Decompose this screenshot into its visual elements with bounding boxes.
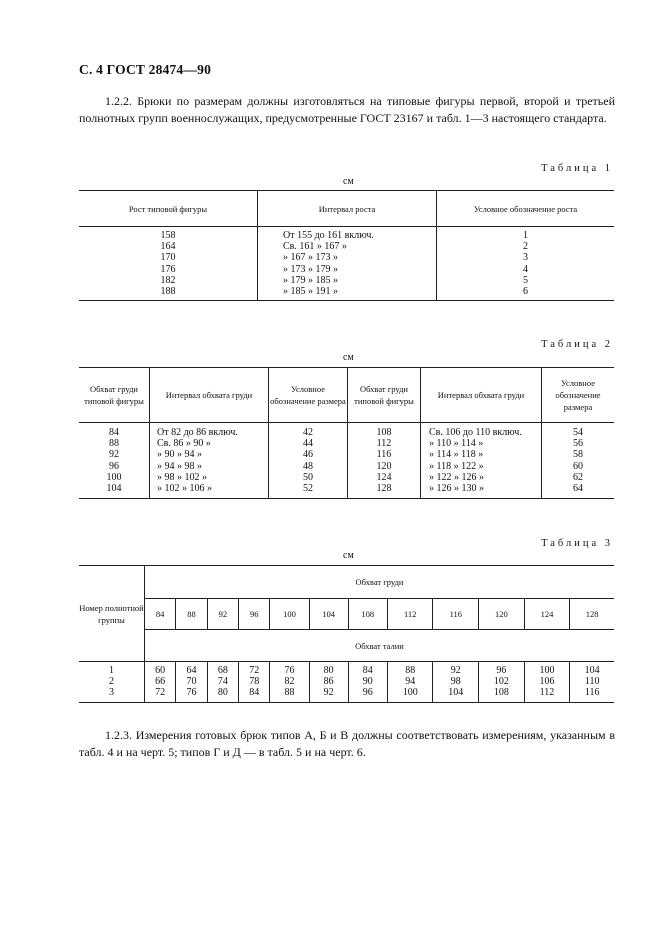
table3-col-120: [479, 665, 524, 699]
table-cell: 90: [362, 676, 373, 688]
table3-chest-108: 108: [348, 599, 387, 630]
table1: [79, 190, 614, 301]
table-cell: 92: [323, 687, 334, 699]
table3-chest-104: 104: [309, 599, 348, 630]
table-cell: 64: [573, 483, 583, 495]
table3-chest-88: 88: [176, 599, 207, 630]
table-cell: 112: [376, 438, 392, 450]
table-cell: 2: [523, 241, 528, 253]
table-cell: 100: [539, 665, 555, 676]
table-cell: 76: [186, 687, 197, 699]
table-cell: » 114 » 118 »: [429, 449, 484, 461]
table2-header-size-2: Условное обозначение размера: [542, 368, 615, 423]
table3-col-92: [208, 665, 238, 699]
table-cell: 94: [405, 676, 416, 688]
table-cell: 66: [155, 676, 166, 688]
table-cell: 46: [303, 449, 313, 461]
table3-chest-128: 128: [570, 599, 614, 630]
table-cell: 170: [160, 252, 176, 264]
table-cell: 108: [493, 687, 509, 699]
table2-interval1-list: [157, 427, 268, 494]
table-cell: 96: [362, 687, 373, 699]
table-cell: 100: [106, 471, 122, 483]
table-cell: 60: [573, 460, 583, 472]
table-cell: 3: [109, 687, 114, 699]
table-cell: 52: [303, 483, 313, 495]
table1-header-interval: Интервал роста: [258, 191, 437, 227]
table-cell: » 122 » 126 »: [429, 471, 484, 483]
table2-units: см: [343, 352, 354, 363]
table2-header-interval-1: Интервал обхвата груди: [150, 368, 269, 423]
paragraph-1-2-2: [79, 93, 615, 127]
table-cell: 116: [376, 449, 392, 461]
table3-col-96: [239, 665, 269, 699]
table3-col-124: [525, 665, 570, 699]
table3-col-116: [433, 665, 478, 699]
table3-col-84: [145, 665, 175, 699]
table-cell: 62: [573, 471, 583, 483]
table-cell: 6: [523, 286, 528, 298]
table-cell: 44: [303, 438, 313, 450]
table2-header-chest-1: Обхват груди типовой фигуры: [79, 368, 150, 423]
table-cell: 188: [160, 286, 176, 298]
table-cell: » 98 » 102 »: [157, 471, 207, 483]
table-cell: 70: [186, 676, 197, 688]
table1-header-height: Рост типовой фигуры: [79, 191, 258, 227]
table-cell: » 90 » 94 »: [157, 449, 202, 461]
table-cell: 110: [584, 676, 600, 688]
table2-chest2-list: [348, 427, 420, 494]
table3-caption: Таблица 3: [541, 538, 613, 549]
table-cell: 106: [539, 676, 555, 688]
table2-header-size-1: Условное обозначение размера: [269, 368, 348, 423]
table-cell: 100: [402, 687, 418, 699]
table-cell: 3: [523, 252, 528, 264]
table-cell: » 118 » 122 »: [429, 460, 484, 472]
table-cell: 120: [376, 460, 392, 472]
table3-chest-84: 84: [145, 599, 176, 630]
table-cell: » 126 » 130 »: [429, 483, 484, 495]
table2: [79, 367, 614, 499]
table-cell: 56: [573, 438, 583, 450]
table-cell: 96: [109, 460, 119, 472]
table-cell: 82: [284, 676, 295, 688]
table-cell: 128: [376, 483, 392, 495]
table-cell: 84: [249, 687, 260, 699]
table-cell: 98: [450, 676, 461, 688]
table2-header-chest-2: Обхват груди типовой фигуры: [348, 368, 421, 423]
table3-units: см: [343, 550, 354, 561]
table-cell: 64: [186, 665, 197, 676]
table2-caption: Таблица 2: [541, 339, 613, 350]
table-cell: 86: [323, 676, 334, 688]
table-cell: 116: [584, 687, 600, 699]
table-cell: » 110 » 114 »: [429, 438, 484, 450]
table1-code-list: [437, 230, 614, 297]
table3-chest-112: 112: [387, 599, 433, 630]
table3-col-88: [176, 665, 206, 699]
table3-header-chest: Обхват груди: [145, 566, 615, 599]
table-cell: 84: [109, 427, 119, 438]
table3-chest-120: 120: [479, 599, 525, 630]
table-cell: 96: [496, 665, 507, 676]
paragraph-1-2-2-text: 1.2.2. Брюки по размерам должны изготовляться на типовые фигуры первой, второй и третьей полнотных групп военнослужащих, предусмотренные ГОСТ 23167 и табл. 1—3 настоящего стандарта.: [79, 94, 615, 125]
table-cell: 58: [573, 449, 583, 461]
table-cell: 112: [539, 687, 555, 699]
table-cell: 74: [217, 676, 228, 688]
table3-chest-124: 124: [524, 599, 570, 630]
table2-size1-list: [269, 427, 347, 494]
table3-col-112: [388, 665, 433, 699]
table-cell: 158: [160, 230, 176, 241]
table-cell: 68: [217, 665, 228, 676]
table-cell: 1: [109, 665, 114, 676]
table-cell: 1: [523, 230, 528, 241]
table-cell: 124: [376, 471, 392, 483]
table-cell: 84: [362, 665, 373, 676]
table-cell: 92: [109, 449, 119, 461]
table-cell: Св. 106 до 110 включ.: [429, 427, 522, 438]
table3-header-group: Номер полнотной группы: [79, 566, 145, 662]
table-cell: 164: [160, 241, 176, 253]
table3-col-104: [310, 665, 348, 699]
table2-size2-list: [542, 427, 614, 494]
table-cell: 5: [523, 274, 528, 286]
table3-col-108: [349, 665, 387, 699]
table3-col-128: [570, 665, 614, 699]
table1-caption: Таблица 1: [541, 163, 613, 174]
table-cell: » 167 » 173 »: [283, 252, 338, 264]
table-cell: 72: [155, 687, 166, 699]
table3-chest-96: 96: [239, 599, 270, 630]
table-cell: 176: [160, 263, 176, 275]
table-cell: 42: [303, 427, 313, 438]
table2-interval2-list: [429, 427, 541, 494]
table3-group-list: [79, 665, 144, 699]
table3-col-100: [270, 665, 308, 699]
table2-chest1-list: [79, 427, 149, 494]
table3: [79, 565, 614, 703]
table-cell: 88: [109, 438, 119, 450]
table-cell: Св. 161 » 167 »: [283, 241, 347, 253]
page-header: С. 4 ГОСТ 28474—90: [79, 62, 212, 77]
table1-header-code: Условное обозначение роста: [437, 191, 615, 227]
table-cell: 48: [303, 460, 313, 472]
table3-chest-116: 116: [433, 599, 479, 630]
table1-interval-list: [283, 230, 436, 297]
table-cell: 92: [450, 665, 461, 676]
table-cell: 182: [160, 274, 176, 286]
table-cell: » 185 » 191 »: [283, 286, 338, 298]
table-cell: 2: [109, 676, 114, 688]
table-cell: 104: [584, 665, 600, 676]
table-cell: 78: [249, 676, 260, 688]
table3-chest-92: 92: [207, 599, 238, 630]
table-cell: 88: [284, 687, 295, 699]
table-cell: 4: [523, 263, 528, 275]
table-cell: 50: [303, 471, 313, 483]
table-cell: » 173 » 179 »: [283, 263, 338, 275]
table-cell: 88: [405, 665, 416, 676]
paragraph-1-2-3: [79, 727, 615, 761]
table3-chest-100: 100: [270, 599, 309, 630]
table-cell: От 155 до 161 включ.: [283, 230, 374, 241]
table-cell: 104: [106, 483, 122, 495]
table-cell: » 102 » 106 »: [157, 483, 212, 495]
table-cell: » 94 » 98 »: [157, 460, 202, 472]
table-cell: 72: [249, 665, 260, 676]
table-cell: 104: [448, 687, 464, 699]
paragraph-1-2-3-text: 1.2.3. Измерения готовых брюк типов А, Б и В должны соответствовать измерениям, указанным в табл. 4 и на черт. 5; типов Г и Д — в табл. 5 и на черт. 6.: [79, 728, 615, 759]
table1-height-list: [79, 230, 257, 297]
table-cell: 76: [284, 665, 295, 676]
table3-header-waist: Обхват талии: [145, 630, 615, 662]
table-cell: 60: [155, 665, 166, 676]
table-cell: » 179 » 185 »: [283, 274, 338, 286]
table-cell: От 82 до 86 включ.: [157, 427, 238, 438]
table-cell: 108: [376, 427, 392, 438]
table-cell: 80: [217, 687, 228, 699]
table-cell: 54: [573, 427, 583, 438]
table1-units: см: [343, 176, 354, 187]
table2-header-interval-2: Интервал обхвата груди: [421, 368, 542, 423]
table-cell: Св. 86 » 90 »: [157, 438, 211, 450]
table-cell: 102: [493, 676, 509, 688]
table-cell: 80: [323, 665, 334, 676]
